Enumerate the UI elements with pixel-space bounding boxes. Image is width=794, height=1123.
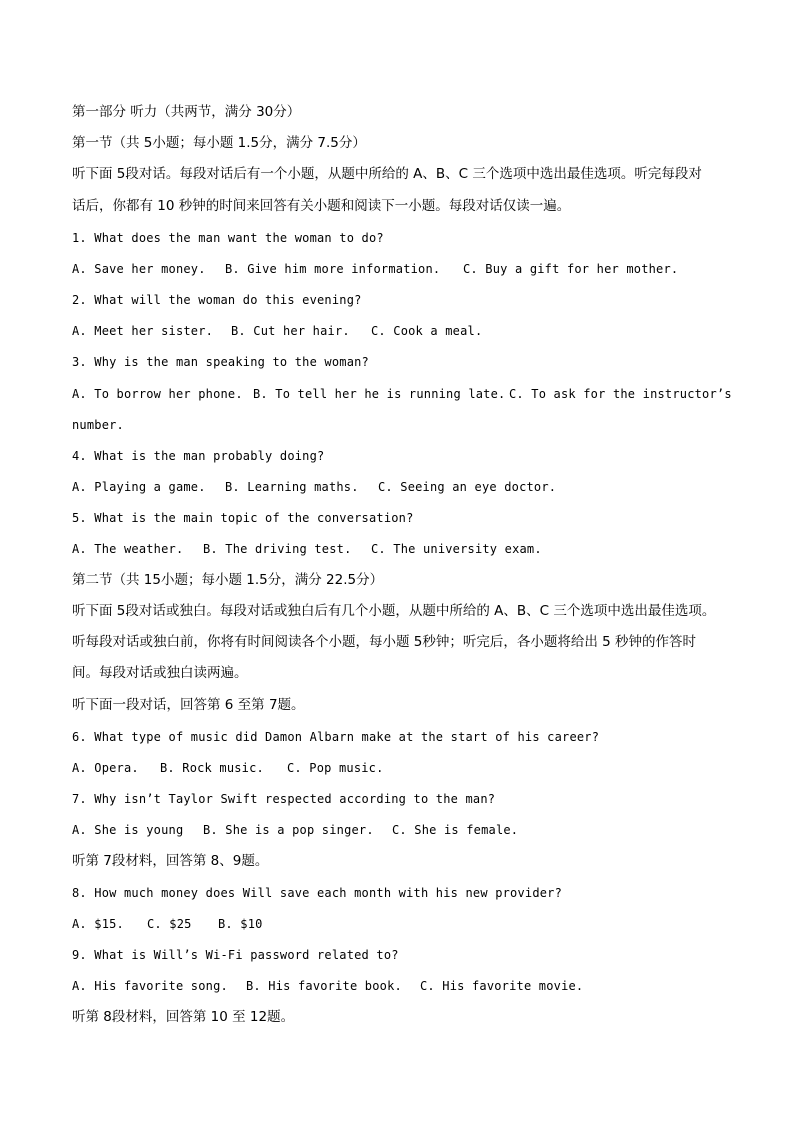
question-1-options (72, 261, 679, 277)
question-6-option-c: C. Pop music. (287, 761, 384, 775)
group3-intro: 听第 8段材料，回答第 10 至 12题。 (72, 1009, 295, 1025)
question-8-option-c: C. $25 (147, 917, 192, 931)
question-1-stem: 1. What does the man want the woman to do? (72, 231, 384, 245)
question-2-stem: 2. What will the woman do this evening? (72, 293, 362, 307)
question-2-option-a: A. Meet her sister. (72, 324, 214, 338)
question-4-option-a: A. Playing a game. (72, 480, 206, 494)
question-5-options (72, 541, 542, 557)
question-9-option-a: A. His favorite song. (72, 979, 228, 993)
question-2-options (72, 323, 483, 339)
section2-title: 第二节（共 15小题；每小题 1.5分，满分 22.5分） (72, 572, 384, 588)
question-8-option-b: B. $10 (218, 917, 263, 931)
question-3-option-c: C. To ask for the instructor’s (509, 387, 732, 401)
question-7-option-c: C. She is female. (392, 823, 519, 837)
question-3-options (72, 386, 732, 402)
section1-instruction-line-1: 听下面 5段对话。每段对话后有一个小题，从题中所给的 A、B、C 三个选项中选出最佳选项。听完每段对 (72, 166, 702, 182)
question-4-stem: 4. What is the man probably doing? (72, 449, 325, 463)
question-3-option-c-continuation: number. (72, 418, 124, 432)
question-1-option-c: C. Buy a gift for her mother. (463, 262, 679, 276)
question-5-option-a: A. The weather. (72, 542, 184, 556)
question-6-options (72, 760, 384, 776)
question-8-option-a: A. $15. (72, 917, 124, 931)
question-8-options (72, 916, 263, 932)
question-5-option-c: C. The university exam. (371, 542, 542, 556)
question-6-option-a: A. Opera. (72, 761, 139, 775)
section2-instruction-line-1: 听下面 5段对话或独白。每段对话或独白后有几个小题，从题中所给的 A、B、C 三个选项中选出最佳选项。 (72, 603, 716, 619)
question-4-options (72, 479, 557, 495)
question-9-options (72, 978, 584, 994)
question-3-option-b: B. To tell her he is running late. (253, 387, 506, 401)
question-7-stem: 7. Why isn’t Taylor Swift respected according to the man? (72, 792, 496, 806)
question-9-option-c: C. His favorite movie. (420, 979, 584, 993)
question-3-option-a: A. To borrow her phone. (72, 387, 243, 401)
question-9-stem: 9. What is Will’s Wi-Fi password related to? (72, 948, 399, 962)
group1-intro: 听下面一段对话，回答第 6 至第 7题。 (72, 697, 305, 713)
section2-instruction-line-3: 间。每段对话或独白读两遍。 (72, 665, 248, 681)
question-6-option-b: B. Rock music. (160, 761, 264, 775)
question-6-stem: 6. What type of music did Damon Albarn make at the start of his career? (72, 730, 600, 744)
question-7-options (72, 822, 519, 838)
question-2-option-c: C. Cook a meal. (371, 324, 483, 338)
question-5-option-b: B. The driving test. (203, 542, 352, 556)
question-1-option-b: B. Give him more information. (225, 262, 441, 276)
question-2-option-b: B. Cut her hair. (231, 324, 350, 338)
question-7-option-a: A. She is young (72, 823, 184, 837)
question-9-option-b: B. His favorite book. (246, 979, 402, 993)
question-7-option-b: B. She is a pop singer. (203, 823, 374, 837)
question-1-option-a: A. Save her money. (72, 262, 206, 276)
question-5-stem: 5. What is the main topic of the conversation? (72, 511, 414, 525)
question-4-option-b: B. Learning maths. (225, 480, 359, 494)
section1-instruction-line-2: 话后，你都有 10 秒钟的时间来回答有关小题和阅读下一小题。每段对话仅读一遍。 (72, 198, 571, 214)
question-8-stem: 8. How much money does Will save each month with his new provider? (72, 886, 563, 900)
section2-instruction-line-2: 听每段对话或独白前，你将有时间阅读各个小题，每小题 5秒钟；听完后，各小题将给出 5 秒钟的作答时 (72, 634, 697, 650)
question-3-stem: 3. Why is the man speaking to the woman? (72, 355, 369, 369)
part-title: 第一部分 听力（共两节，满分 30分） (72, 104, 301, 120)
question-4-option-c: C. Seeing an eye doctor. (378, 480, 557, 494)
group2-intro: 听第 7段材料，回答第 8、9题。 (72, 853, 269, 869)
section1-title: 第一节（共 5小题；每小题 1.5分，满分 7.5分） (72, 135, 366, 151)
